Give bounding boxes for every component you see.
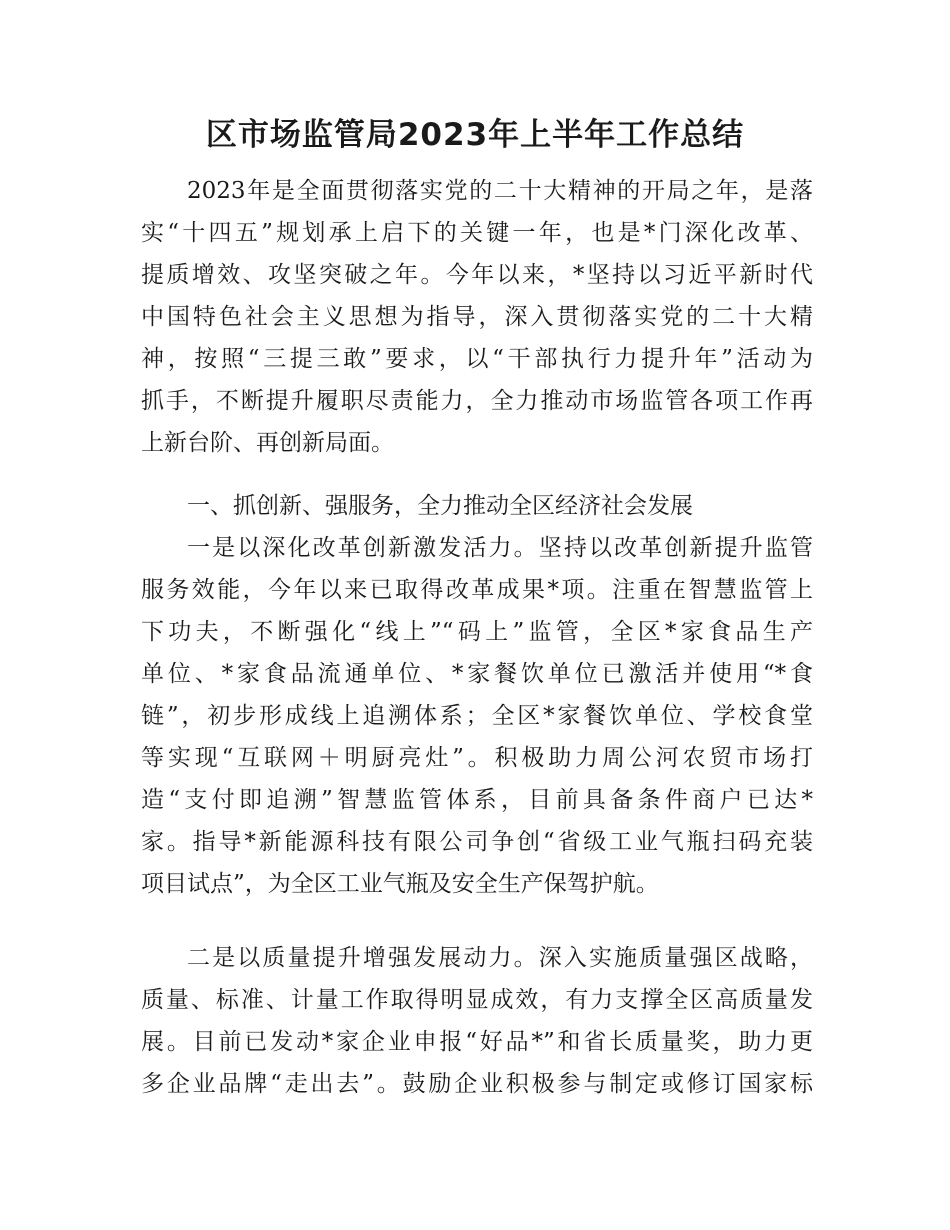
text-line: 2023年是全面贯彻落实党的二十大精神的开局之年，是落 [187,178,813,204]
text-line: 展。目前已发动*家企业申报“好品*”和省长质量奖，助力更 [141,1029,813,1055]
text-line: 上新台阶、再创新局面。 [141,430,394,456]
text-line: 链”，初步形成线上追溯体系；全区*家餐饮单位、学校食堂 [141,703,813,729]
section-heading [141,485,813,527]
text-line: 单位、*家食品流通单位、*家餐饮单位已激活并使用“*食 [141,661,813,687]
text-line: 服务效能，今年以来已取得改革成果*项。注重在智慧监管上 [141,577,813,603]
text-line: 家。指导*新能源科技有限公司争创“省级工业气瓶扫码充装 [141,829,813,855]
text-line: 实“十四五”规划承上启下的关键一年，也是*门深化改革、 [141,220,813,246]
document-title: 区市场监管局2023年上半年工作总结 [205,117,745,153]
paragraph-intro [141,170,813,464]
paragraph-item-2 [141,937,813,1105]
text-line: 抓手，不断提升履职尽责能力，全力推动市场监管各项工作再 [141,388,813,414]
text-line: 神，按照“三提三敢”要求，以“干部执行力提升年”活动为 [141,346,813,372]
text-line: 多企业品牌“走出去”。鼓励企业积极参与制定或修订国家标 [141,1071,813,1097]
text-line: 等实现“互联网＋明厨亮灶”。积极助力周公河农贸市场打 [141,745,813,771]
text-line: 造“支付即追溯”智慧监管体系，目前具备条件商户已达* [141,787,813,813]
text-line: 二是以质量提升增强发展动力。深入实施质量强区战略， [187,945,813,971]
text-line: 一、抓创新、强服务，全力推动全区经济社会发展 [187,493,693,519]
text-line: 一是以深化改革创新激发活力。坚持以改革创新提升监管 [187,535,813,561]
text-line: 提质增效、攻坚突破之年。今年以来，*坚持以习近平新时代 [141,262,813,288]
text-line: 项目试点”，为全区工业气瓶及安全生产保驾护航。 [141,871,659,897]
text-line: 质量、标准、计量工作取得明显成效，有力支撑全区高质量发 [141,987,813,1013]
text-line: 中国特色社会主义思想为指导，深入贯彻落实党的二十大精 [141,304,813,330]
text-line: 下功夫，不断强化“线上”“码上”监管，全区*家食品生产 [141,619,813,645]
paragraph-item-1 [141,527,813,905]
